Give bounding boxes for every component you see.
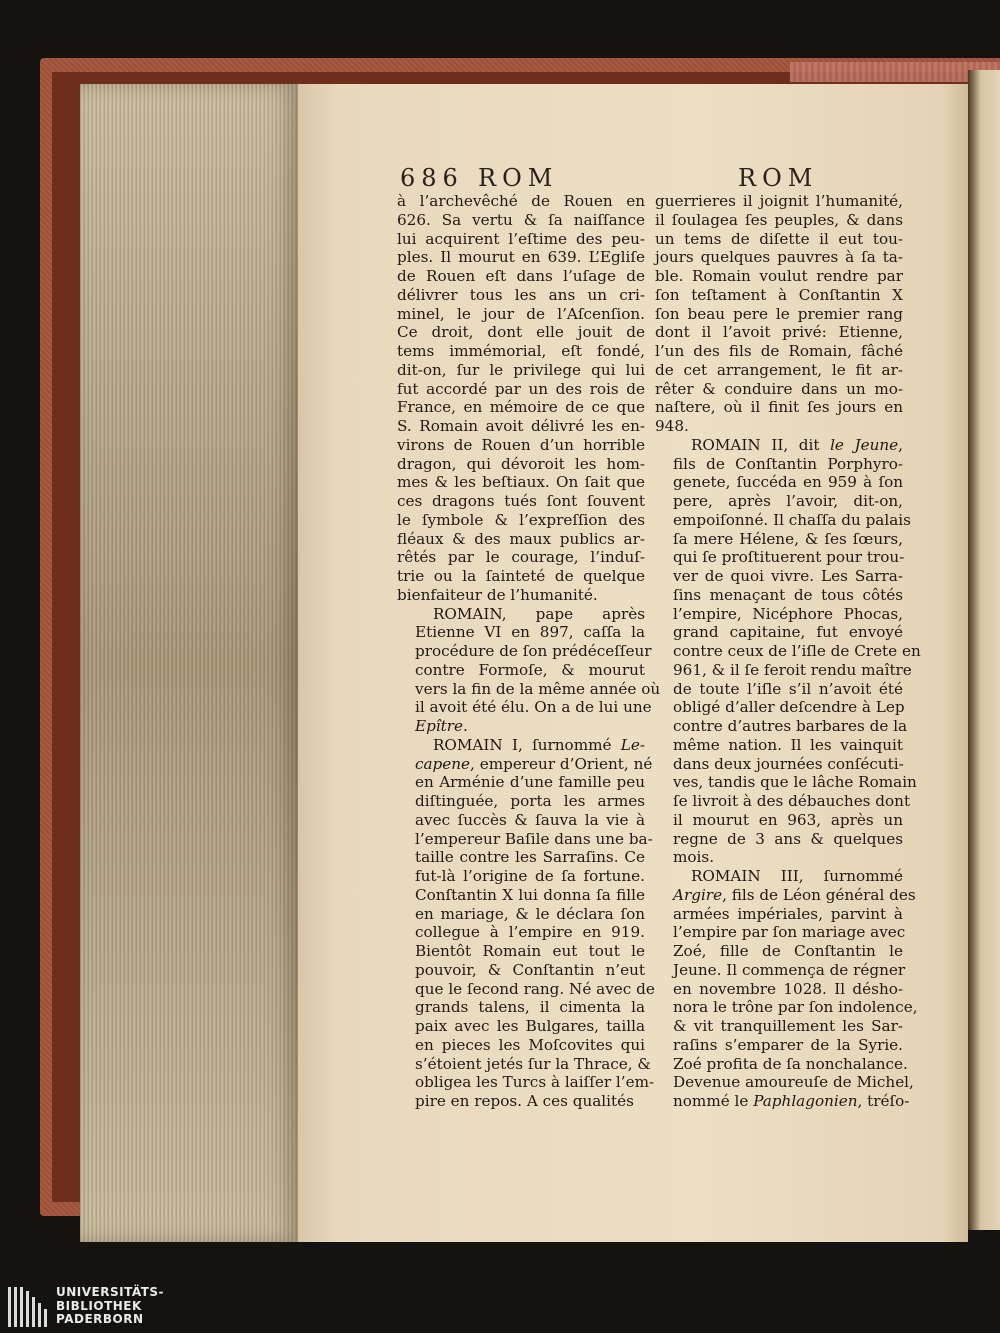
text-line: ſa mere Hélene, & ſes ſœurs,: [673, 529, 903, 548]
italic-term: le Jeune: [830, 435, 899, 454]
text-line: ves, tandis que le lâche Romain: [673, 773, 917, 792]
text-line: raſins s’emparer de la Syrie.: [673, 1035, 903, 1054]
text-line: contre Formoſe, & mourut: [415, 660, 645, 679]
text-line: dans deux journées conſécuti-: [673, 754, 904, 773]
text-line: qui ſe proſtituerent pour trou-: [673, 548, 905, 567]
text-line: dont il l’avoit privé: Etienne,: [655, 323, 903, 342]
text-line: 961, & il ſe feroit rendu maître: [673, 660, 912, 679]
text-line: s’étoient jetés ſur la Thrace, &: [415, 1054, 651, 1073]
text-line: ROMAIN, pape après: [433, 604, 645, 623]
text-line: fléaux & des maux publics ar-: [397, 529, 645, 548]
text-line: de Rouen eſt dans l’uſage de: [397, 267, 645, 285]
text-line: [397, 717, 645, 736]
text-line: ROMAIN I, ſurnommé Le-: [433, 735, 645, 754]
text-line: ble. Romain voulut rendre par: [655, 267, 903, 285]
text-line: dit-on, ſur le privilege qui lui: [397, 360, 645, 379]
text-line: taille contre les Sarraſins. Ce: [415, 848, 645, 867]
text-line: Bientôt Romain eut tout le: [415, 942, 645, 960]
text-line: rêter & conduire dans un mo-: [655, 379, 903, 398]
text-line: en Arménie d’une famille peu: [415, 773, 645, 792]
text-line: de toute l’iſle s’il n’avoit été: [673, 679, 903, 698]
running-header: [400, 164, 900, 194]
running-head-right: ROM: [738, 164, 819, 192]
paragraph: [397, 604, 661, 736]
left-text-column: [397, 192, 661, 1111]
text-line: empoiſonné. Il chaſſa du palais: [673, 510, 911, 529]
text-line: ſins menaçant de tous côtés: [673, 585, 903, 604]
text-line: ROMAIN II, dit le Jeune,: [691, 435, 903, 454]
text-line: grands talens, il cimenta la: [415, 998, 645, 1017]
text-line: un tems de diſette il eut tou-: [655, 229, 903, 248]
text-line: Ce droit, dont elle jouit de: [397, 323, 645, 342]
text-line: collegue à l’empire en 919.: [415, 923, 645, 942]
text-line: naſtere, où il finit ſes jours en: [655, 398, 903, 417]
text-line: 626. Sa vertu & ſa naiſſance: [397, 210, 645, 229]
text-line: l’un des fils de Romain, fâché: [655, 342, 903, 360]
text-line: contre d’autres barbares de la: [673, 717, 908, 735]
text-line: avec ſuccès & ſauva la vie à: [415, 810, 645, 829]
text-line: Zoé, fille de Conſtantin le: [673, 942, 903, 960]
text-line: que le ſecond rang. Né avec de: [415, 979, 655, 998]
logo-line-2: BIBLIOTHEK: [56, 1298, 142, 1313]
library-logo-text: [56, 1286, 164, 1327]
italic-term: Argire: [673, 885, 723, 904]
text-line: l’empire, Nicéphore Phocas,: [673, 604, 903, 623]
text-line: délivrer tous les ans un cri-: [397, 285, 645, 304]
text-line: il mourut en 963, après un: [673, 810, 903, 829]
text-line: armées impériales, parvint à: [673, 904, 903, 923]
paragraph: [655, 435, 921, 867]
text-line: procédure de ſon prédéceſſeur: [415, 642, 652, 660]
italic-term: Le-: [620, 735, 645, 754]
text-line: en pieces les Moſcovites qui: [415, 1035, 645, 1054]
text-line: il ſoulagea ſes peuples, & dans: [655, 210, 903, 229]
running-head-left: ROM: [478, 164, 559, 192]
text-line: en mariage, & le déclara ſon: [415, 904, 645, 923]
text-line: Etienne VI en 897, caſſa la: [415, 623, 645, 642]
text-line: obligé d’aller deſcendre à Lep: [673, 698, 905, 717]
text-line: minel, le jour de l’Aſcenſion.: [397, 304, 645, 323]
text-line: nora le trône par ſon indolence,: [673, 998, 918, 1017]
text-line: ſon beau pere le premier rang: [655, 304, 903, 323]
text-line: le ſymbole & l’expreſſion des: [397, 510, 645, 529]
logo-line-3: PADERBORN: [56, 1312, 144, 1326]
paragraph: [655, 192, 903, 436]
text-line: même nation. Il les vainquit: [673, 735, 903, 754]
text-line: ces dragons tués ſont ſouvent: [397, 492, 645, 510]
text-line: fut-là l’origine de ſa fortune.: [415, 867, 645, 885]
text-line: vers la fin de la même année où: [415, 679, 661, 698]
text-line: 948.: [655, 417, 689, 435]
text-line: capene, empereur d’Orient, né: [415, 754, 653, 773]
text-line: grand capitaine, fut envoyé: [673, 623, 903, 642]
text-line: contre ceux de l’iſle de Crete en: [673, 642, 921, 660]
right-text-column: [655, 192, 921, 1111]
text-line: mois.: [673, 848, 715, 867]
text-line: virons de Rouen d’un horrible: [397, 435, 645, 454]
page-edges: [80, 84, 298, 1242]
text-line: pire en repos. A ces qualités: [415, 1092, 634, 1110]
text-line: guerrieres il joignit l’humanité,: [655, 192, 903, 210]
italic-term: capene: [415, 754, 471, 773]
text-line: de cet arrangement, le fit ar-: [655, 360, 903, 379]
text-line: jours quelques pauvres à ſa ta-: [655, 248, 903, 267]
text-line: lui acquirent l’eſtime des peu-: [397, 229, 645, 248]
text-line: & vit tranquillement les Sar-: [673, 1017, 903, 1035]
text-line: mes & les beſtiaux. On ſait que: [397, 473, 645, 492]
text-line: fils de Conſtantin Porphyro-: [673, 454, 903, 473]
text-line: à l’archevêché de Rouen en: [397, 192, 645, 210]
text-line: regne de 3 ans & quelques: [673, 829, 903, 848]
library-logo-icon: [6, 1285, 50, 1331]
text-line: diſtinguée, porta les armes: [415, 792, 645, 810]
text-line: Jeune. Il commença de régner: [673, 960, 906, 979]
text-line: genete, ſuccéda en 959 à ſon: [673, 473, 903, 492]
text-line: rêtés par le courage, l’induſ-: [397, 548, 645, 567]
page-number: 686: [400, 164, 464, 192]
text-line: fut accordé par un des rois de: [397, 379, 645, 398]
text-line: l’empire par ſon mariage avec: [673, 923, 906, 942]
text-line: Zoé profita de ſa nonchalance.: [673, 1054, 908, 1073]
text-line: ſe livroit à des débauches dont: [673, 792, 911, 810]
paragraph: [397, 192, 645, 605]
facing-page-edge: [968, 70, 1000, 1230]
text-line: Argire, fils de Léon général des: [673, 885, 916, 904]
text-line: tems immémorial, eſt fondé,: [397, 342, 645, 360]
text-line: en novembre 1028. Il désho-: [673, 979, 903, 998]
text-line: ver de quoi vivre. Les Sarra-: [673, 567, 903, 585]
text-line: l’empereur Baſile dans une ba-: [415, 829, 653, 848]
text-line: S. Romain avoit délivré les en-: [397, 417, 645, 435]
paragraph: [655, 867, 918, 1111]
text-line: trie ou la ſainteté de quelque: [397, 567, 645, 585]
text-line: il avoit été élu. On a de lui une: [415, 698, 652, 717]
logo-line-1: UNIVERSITÄTS-: [56, 1285, 165, 1299]
text-line: pere, après l’avoir, dit-on,: [673, 492, 903, 510]
text-line: Conſtantin X lui donna ſa fille: [415, 885, 645, 904]
paragraph: [397, 735, 655, 1111]
text-line: ſon teſtament à Conſtantin X: [655, 285, 903, 304]
italic-term: Epître.: [415, 717, 468, 735]
text-line: obligea les Turcs à laiſſer l’em-: [415, 1073, 655, 1092]
text-line: pouvoir, & Conſtantin n’eut: [415, 960, 645, 979]
text-line: bienfaiteur de l’humanité.: [397, 585, 598, 604]
text-line: nommé le Paphlagonien, tréſo-: [673, 1092, 910, 1110]
text-line: ROMAIN III, ſurnommé: [691, 867, 903, 885]
text-line: ples. Il mourut en 639. L’Egliſe: [397, 248, 645, 267]
text-line: Devenue amoureuſe de Michel,: [673, 1073, 914, 1092]
text-line: France, en mémoire de ce que: [397, 398, 645, 417]
text-line: dragon, qui dévoroit les hom-: [397, 454, 645, 473]
italic-term: Paphlagonien: [753, 1092, 858, 1110]
text-line: paix avec les Bulgares, tailla: [415, 1017, 645, 1035]
